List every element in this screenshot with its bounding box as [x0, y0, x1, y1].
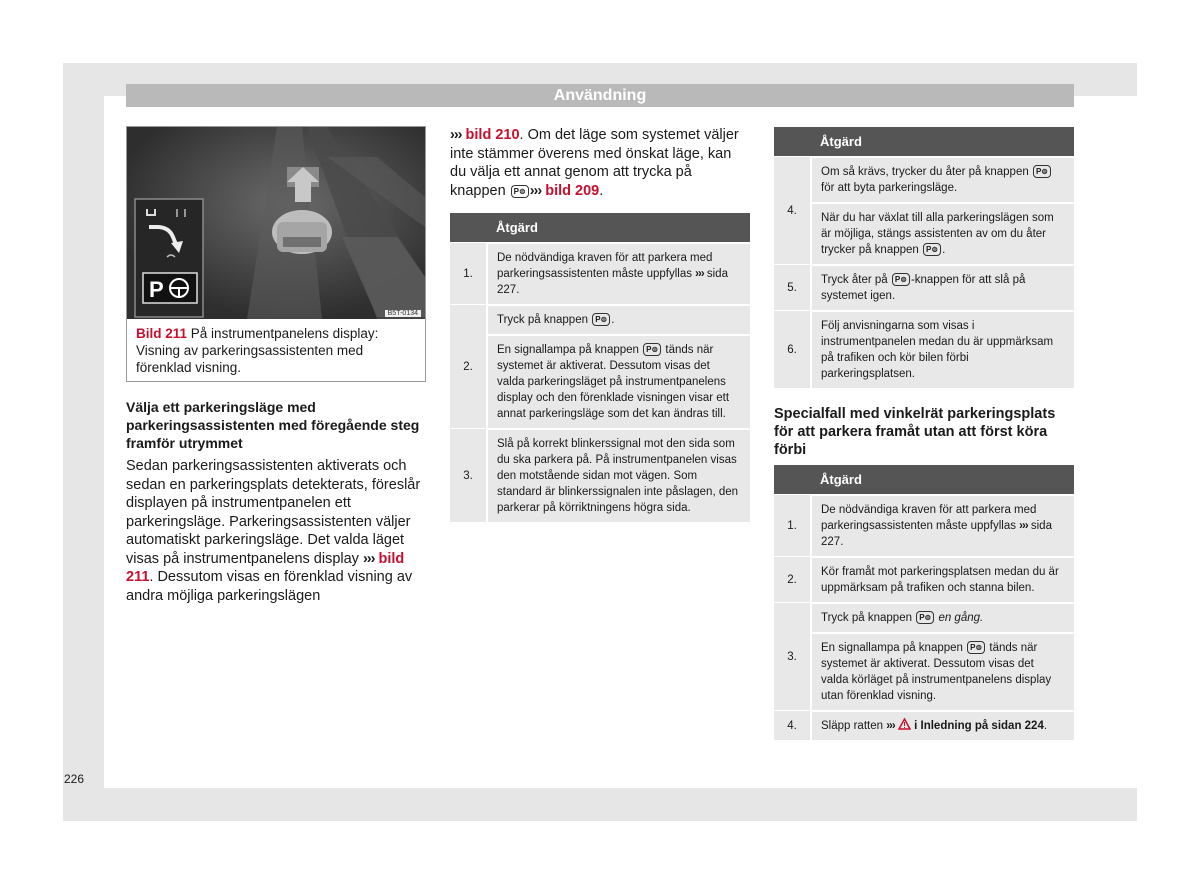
step-number: 2.: [450, 305, 488, 428]
link-inledning-224[interactable]: i Inledning på sidan 224: [914, 720, 1044, 732]
step-text-content: Tryck åter på: [821, 274, 888, 286]
step-text-content: De nödvändiga kraven för att parkera med parkeringsassistenten måste uppfyllas: [497, 252, 713, 280]
step-text: [488, 243, 750, 304]
parking-button-icon: P⊜: [916, 611, 934, 624]
step-text: Slå på korrekt blinkerssignal mot den sida som du ska parkera på. På instrumentpanelen visas den motstående sidan mot vägen. Som standard är blinkerssignalen inte påslagen, den parkerar på körriktningens högra sida.: [488, 429, 750, 522]
step-text: Följ anvisningarna som visas i instrumentpanelen medan du är uppmärksam på trafiken och kör bilen förbi parkeringsplatsen.: [812, 311, 1074, 388]
step-number: 1.: [774, 495, 812, 556]
link-bild-209[interactable]: bild 209: [545, 182, 600, 199]
header-num-cell: [450, 213, 488, 242]
step-text-content: tänds när systemet är aktiverat. Dessutom visas det valda parkeringsläget på instrumentpanelens display och den förenklade visningen visar ett annat parkeringsläge som det kan ändras till.: [497, 344, 730, 420]
steps-table-continued: [774, 126, 1074, 389]
header-label: Åtgärd: [812, 465, 1074, 494]
table-row: [774, 557, 1074, 602]
parking-button-icon: P⊜: [511, 185, 529, 198]
step-text-content: En signallampa på knappen: [821, 642, 963, 654]
step-number: 3.: [450, 429, 488, 522]
table-header-row: [774, 465, 1074, 494]
table-row: [774, 603, 1074, 632]
parking-button-icon: P⊜: [592, 313, 610, 326]
step-number: 1.: [450, 243, 488, 304]
step-text: [812, 711, 1074, 740]
arrow-icon: ›››: [529, 182, 542, 199]
table-row: [774, 633, 1074, 710]
parking-button-icon: P⊜: [923, 243, 941, 256]
header-num-cell: [774, 127, 812, 156]
intro-paragraph: [450, 126, 750, 200]
column-middle: [450, 126, 750, 523]
section-header: Användning: [126, 84, 1074, 107]
caption-text: På instrumentpanelens display: Visning av parkeringsassistenten med förenklad visning.: [136, 326, 379, 375]
table-row: [450, 335, 750, 428]
parking-button-icon: P⊜: [643, 343, 661, 356]
table-header-row: [774, 127, 1074, 156]
table-row: [450, 243, 750, 304]
step-number: 6.: [774, 311, 812, 388]
warning-triangle-icon: [898, 718, 911, 730]
step-text: [812, 495, 1074, 556]
column-right: [774, 126, 1074, 741]
table-row: [774, 265, 1074, 310]
step-text-content: De nödvändiga kraven för att parkera med parkeringsassistenten måste uppfyllas: [821, 504, 1037, 532]
step-number: 5.: [774, 265, 812, 310]
step-text-content: Om så krävs, trycker du åter på knappen: [821, 166, 1029, 178]
section-heading: Välja ett parkeringsläge med parkeringsassistenten med föregående steg framför utrymmet: [126, 399, 420, 451]
parking-button-icon: P⊜: [1033, 165, 1051, 178]
body-paragraph: [126, 457, 426, 605]
step-text: [812, 157, 1074, 202]
table-row: [450, 429, 750, 522]
step-text-content: -knappen för att slå på systemet igen.: [821, 274, 1026, 302]
caption-label: Bild 211: [136, 326, 188, 341]
step-text: [812, 633, 1074, 710]
table-row: [774, 495, 1074, 556]
link-sida-227[interactable]: sida 227: [497, 268, 728, 296]
link-bild-211[interactable]: bild 211: [126, 550, 405, 585]
step-text: [488, 305, 750, 334]
figure-code: B5T-0134: [385, 310, 421, 317]
paragraph-text: Sedan parkeringsassistenten aktiverats och sedan en parkeringsplats detekterats, föreslår displayen på instrumentpanelen ett parkeringsläge. Parkeringsassistenten väljer automatiskt parkeringsläge. Det valda läget visas på instrumentpanelens display: [126, 458, 421, 567]
step-text: [812, 203, 1074, 264]
parking-button-icon: P⊜: [967, 641, 985, 654]
step-text-content: tänds när systemet är aktiverat. Dessutom visas det valda körläget på instrumentpanelens display utan förenklad visning.: [821, 642, 1052, 702]
arrow-icon: ›››: [695, 268, 704, 280]
step-number: 3.: [774, 603, 812, 710]
step-end: .: [611, 314, 615, 326]
arrow-icon: ›››: [362, 550, 375, 567]
table-header-row: [450, 213, 750, 242]
table-row: [774, 203, 1074, 264]
step-end: .: [1043, 720, 1048, 732]
intro-end: .: [599, 182, 604, 199]
step-text-content: Tryck på knappen: [497, 314, 588, 326]
step-number: 2.: [774, 557, 812, 602]
step-text-content: Släpp ratten: [821, 720, 884, 732]
header-num-cell: [774, 465, 812, 494]
figure-211: [126, 126, 426, 382]
header-label: Åtgärd: [488, 213, 750, 242]
step-number: 4.: [774, 157, 812, 264]
steps-table: [450, 212, 750, 523]
figure-caption: [127, 319, 425, 381]
step-text-content: Tryck på knappen: [821, 612, 912, 624]
link-sida-227[interactable]: sida 227: [821, 520, 1052, 548]
svg-text:P: P: [149, 277, 164, 302]
parking-button-icon: P⊜: [892, 273, 910, 286]
instrument-display-illustration: [127, 127, 425, 319]
page-number: 226: [64, 772, 85, 786]
step-text: Kör framåt mot parkeringsplatsen medan du är uppmärksam på trafiken och stanna bilen.: [812, 557, 1074, 602]
arrow-icon: ›››: [450, 127, 462, 143]
table-row: [774, 311, 1074, 388]
step-text-emphasis: en gång.: [938, 612, 984, 624]
step-number: 4.: [774, 711, 812, 740]
step-text: [488, 335, 750, 428]
column-left: [126, 126, 426, 605]
step-text: [812, 603, 1074, 632]
arrow-icon: ›››: [1019, 520, 1028, 532]
header-label: Åtgärd: [812, 127, 1074, 156]
step-end: .: [840, 536, 844, 548]
intro-text: . Om det läge som systemet väljer inte stämmer överens med önskat läge, kan du välja ett annat genom att trycka på knappen: [450, 127, 739, 199]
step-end: .: [942, 244, 946, 256]
arrow-icon: ›››: [886, 720, 895, 732]
table-row: [774, 157, 1074, 202]
step-end: .: [516, 284, 520, 296]
step-text: [812, 265, 1074, 310]
special-case-heading: Specialfall med vinkelrät parkeringsplats för att parkera framåt utan att först köra förbi: [774, 406, 1056, 458]
step-text-content: När du har växlat till alla parkeringslägen som är möjliga, stängs assistenten av om du åter trycker på knappen: [821, 212, 1054, 256]
paragraph-tail: . Dessutom visas en förenklad visning av andra möjliga parkeringslägen: [126, 569, 413, 604]
table-row: [450, 305, 750, 334]
link-bild-210[interactable]: bild 210: [465, 127, 520, 143]
table-row: [774, 711, 1074, 740]
step-text-content: En signallampa på knappen: [497, 344, 639, 356]
step-text-content: för att byta parkeringsläge.: [821, 182, 958, 194]
figure-image: [127, 127, 425, 319]
special-case-table: [774, 464, 1074, 741]
